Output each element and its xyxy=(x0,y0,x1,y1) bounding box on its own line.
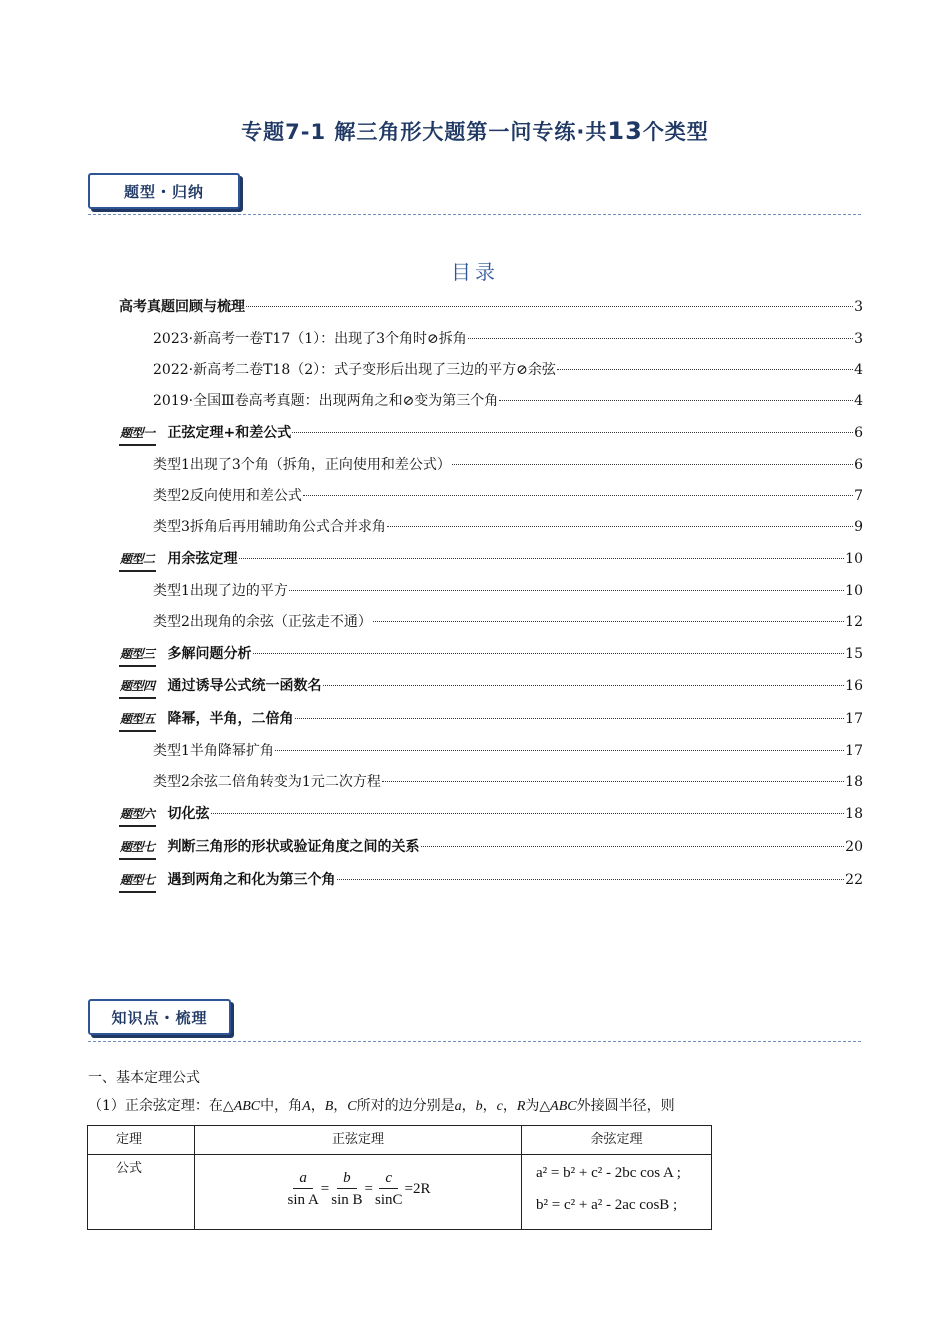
toc-badge: 题型四 xyxy=(119,675,156,699)
toc-entry-label: 类型2出现角的余弦（正弦走不通） xyxy=(153,614,372,630)
toc-entry-label: 题型四 通过诱导公式统一函数名 xyxy=(119,675,322,699)
toc-entry-label: 题型二 用余弦定理 xyxy=(119,548,238,572)
toc-leader xyxy=(275,750,844,751)
toc-entry[interactable] xyxy=(119,643,863,665)
toc-entry[interactable] xyxy=(119,836,863,858)
section-tag-knowledge: 知识点・梳理 xyxy=(88,999,231,1035)
toc-entry-label: 类型1出现了边的平方 xyxy=(153,583,288,599)
toc-leader xyxy=(468,338,853,339)
toc-leader xyxy=(239,558,845,559)
table-header: 余弦定理 xyxy=(522,1126,712,1155)
divider xyxy=(88,214,861,215)
toc-badge: 题型六 xyxy=(119,803,156,827)
toc-entry[interactable] xyxy=(119,869,863,891)
toc-page-number: 10 xyxy=(845,583,863,599)
toc-badge: 题型二 xyxy=(119,548,156,572)
toc-leader xyxy=(499,400,853,401)
toc-entry[interactable] xyxy=(153,516,863,538)
toc-leader xyxy=(292,432,853,433)
toc-entry[interactable] xyxy=(153,580,863,602)
section-tag-types: 题型・归纳 xyxy=(88,173,240,209)
toc-page-number: 10 xyxy=(845,551,863,567)
toc-entry-label: 2019·全国Ⅲ卷高考真题：出现两角之和⊘变为第三个角 xyxy=(153,393,499,409)
toc-entry[interactable] xyxy=(119,548,863,570)
toc-entry-label: 类型2反向使用和差公式 xyxy=(153,488,302,504)
table-header: 正弦定理 xyxy=(195,1126,522,1155)
toc-entry[interactable] xyxy=(153,328,863,350)
toc-leader xyxy=(557,369,853,370)
toc-entry-label: 题型七 判断三角形的形状或验证角度之间的关系 xyxy=(119,836,420,860)
toc-entry-label: 高考真题回顾与梳理 xyxy=(119,299,245,315)
toc-page-number: 9 xyxy=(854,519,863,535)
toc-badge: 题型三 xyxy=(119,643,156,667)
divider xyxy=(88,1041,861,1042)
toc-page-number: 12 xyxy=(845,614,863,630)
toc-leader xyxy=(373,621,844,622)
toc-page-number: 7 xyxy=(854,488,863,504)
toc-leader xyxy=(211,813,845,814)
toc-entry-label: 题型三 多解问题分析 xyxy=(119,643,252,667)
toc-leader xyxy=(421,846,845,847)
toc-entry[interactable] xyxy=(153,485,863,507)
cosine-law-formula: a² = b² + c² - 2bc cos A ; b² = c² + a² - 2ac cosB ; xyxy=(522,1155,712,1230)
toc-entry[interactable] xyxy=(119,422,863,444)
toc-entry[interactable] xyxy=(153,359,863,381)
toc-leader xyxy=(295,718,845,719)
toc-entry[interactable] xyxy=(153,390,863,412)
toc-entry-label: 题型五 降幂，半角，二倍角 xyxy=(119,708,294,732)
toc-page-number: 3 xyxy=(854,331,863,347)
toc-entry[interactable] xyxy=(153,611,863,633)
toc-entry-label: 题型七 遇到两角之和化为第三个角 xyxy=(119,869,336,893)
toc-page-number: 16 xyxy=(845,678,863,694)
table-cell: 公式 xyxy=(88,1155,195,1230)
toc-page-number: 20 xyxy=(845,839,863,855)
toc-page-number: 18 xyxy=(845,806,863,822)
toc-page-number: 6 xyxy=(854,457,863,473)
toc-page-number: 22 xyxy=(845,872,863,888)
toc-entry-label: 类型1出现了3个角（拆角，正向使用和差公式） xyxy=(153,457,451,473)
toc-entry[interactable] xyxy=(119,675,863,697)
toc-entry[interactable] xyxy=(119,296,863,318)
toc-entry-label: 类型1半角降幂扩角 xyxy=(153,743,274,759)
toc-entry[interactable] xyxy=(153,454,863,476)
toc-leader xyxy=(323,685,845,686)
toc-badge: 题型七 xyxy=(119,836,156,860)
toc-entry-label: 题型六 切化弦 xyxy=(119,803,210,827)
page-title: 专题7-1 解三角形大题第一问专练·共13个类型 xyxy=(241,117,709,145)
toc-leader xyxy=(387,526,853,527)
toc-badge: 题型七 xyxy=(119,869,156,893)
toc-page-number: 17 xyxy=(845,711,863,727)
toc-page-number: 4 xyxy=(854,393,863,409)
toc-entry-label: 类型3拆角后再用辅助角公式合并求角 xyxy=(153,519,386,535)
toc-entry[interactable] xyxy=(119,708,863,730)
toc-entry[interactable] xyxy=(153,740,863,762)
sine-law-formula: $\frac{a}{\text{sin A}}$ = $\frac{b}{\text{sin B}}$ = $\frac{c}{\sin C}$ =2R xyxy=(195,1155,522,1230)
toc-entry-label: 2022·新高考二卷T18（2）：式子变形后出现了三边的平方⊘余弦 xyxy=(153,362,556,378)
toc-leader xyxy=(246,306,853,307)
toc-page-number: 3 xyxy=(854,299,863,315)
toc-leader xyxy=(303,495,853,496)
toc-badge: 题型五 xyxy=(119,708,156,732)
toc-page-number: 6 xyxy=(854,425,863,441)
toc-entry-label: 2023·新高考一卷T17（1）：出现了3个角时⊘拆角 xyxy=(153,331,467,347)
toc-heading: 目录 xyxy=(451,260,499,284)
table-header: 定理 xyxy=(88,1126,195,1155)
toc-leader xyxy=(253,653,845,654)
toc-page-number: 18 xyxy=(845,774,863,790)
paragraph: （1）正余弦定理：在△ABC中，角A，B，C所对的边分别是a，b，c，R为△ABC外接圆半径，则 xyxy=(88,1098,675,1114)
toc-page-number: 4 xyxy=(854,362,863,378)
toc-leader xyxy=(382,781,844,782)
toc-leader xyxy=(289,590,844,591)
toc-entry[interactable] xyxy=(119,803,863,825)
toc-page-number: 15 xyxy=(845,646,863,662)
toc-badge: 题型一 xyxy=(119,422,156,446)
toc-entry-label: 题型一 正弦定理+和差公式 xyxy=(119,422,291,446)
toc-leader xyxy=(337,879,845,880)
toc-leader xyxy=(452,464,853,465)
toc-entry[interactable] xyxy=(153,771,863,793)
law-table xyxy=(87,1125,712,1230)
toc-entry-label: 类型2余弦二倍角转变为1元二次方程 xyxy=(153,774,381,790)
toc-page-number: 17 xyxy=(845,743,863,759)
section-heading: 一、基本定理公式 xyxy=(88,1070,200,1086)
